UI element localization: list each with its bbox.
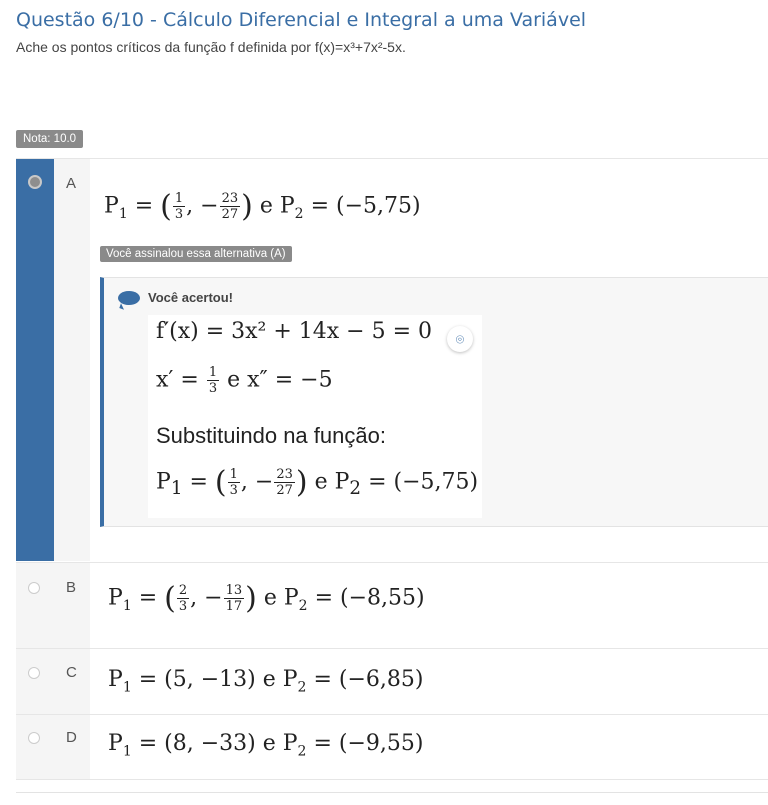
selected-badge: Você assinalou essa alternativa (A) bbox=[100, 246, 292, 262]
option-b-formula: $P_1$ = ( $\frac{2}{3}$ , − $\frac{13}{17}$ ) e $P_2 = (-8,55)$ bbox=[108, 581, 425, 616]
option-c[interactable] bbox=[16, 648, 768, 715]
feedback-image bbox=[148, 315, 482, 518]
question-title: Questão 6/10 - Cálculo Diferencial e Integral a uma Variável bbox=[16, 9, 587, 31]
feedback-title: Você acertou! bbox=[148, 290, 234, 305]
radio-a[interactable] bbox=[28, 175, 42, 189]
feedback-box bbox=[100, 277, 768, 527]
radio-d[interactable] bbox=[28, 732, 40, 744]
feedback-line-2: x′ = $\frac{1}{3}$ e x″ = −5 bbox=[156, 365, 333, 396]
radio-c[interactable] bbox=[28, 667, 40, 679]
speech-bubble-icon bbox=[118, 291, 140, 305]
feedback-line-3: Substituindo na função: bbox=[156, 423, 386, 448]
selected-bar bbox=[16, 159, 54, 561]
question-text: Ache os pontos críticos da função f definida por f(x)=x³+7x²-5x. bbox=[16, 39, 406, 55]
radio-b[interactable] bbox=[28, 582, 40, 594]
option-letter: D bbox=[66, 729, 77, 746]
scan-text-icon[interactable]: ⌾ bbox=[447, 326, 473, 352]
option-a-formula: $P_1$ = ( $\frac{1}{3}$ , − $\frac{23}{27}$ ) e $P_2 = (-5,75)$ bbox=[104, 189, 421, 224]
grade-badge: Nota: 10.0 bbox=[16, 130, 83, 148]
option-letter: C bbox=[66, 664, 77, 681]
option-b[interactable] bbox=[16, 562, 768, 649]
divider bbox=[16, 792, 768, 793]
feedback-line-1: f′(x) = 3x² + 14x − 5 = 0 bbox=[156, 319, 433, 344]
option-letter: A bbox=[66, 175, 77, 192]
option-letter: B bbox=[66, 579, 77, 596]
option-c-formula: $P_1 = (5$, −13) e $P_2 = (-6,85)$ bbox=[108, 667, 424, 696]
feedback-line-4: $P_1$ = ( $\frac{1}{3}$ , − $\frac{23}{27}$ ) e $P_2 = (-5,75)$ bbox=[156, 465, 479, 500]
option-d[interactable] bbox=[16, 714, 768, 780]
option-d-formula: $P_1 = (8$, −33) e $P_2 = (-9,55)$ bbox=[108, 731, 424, 760]
